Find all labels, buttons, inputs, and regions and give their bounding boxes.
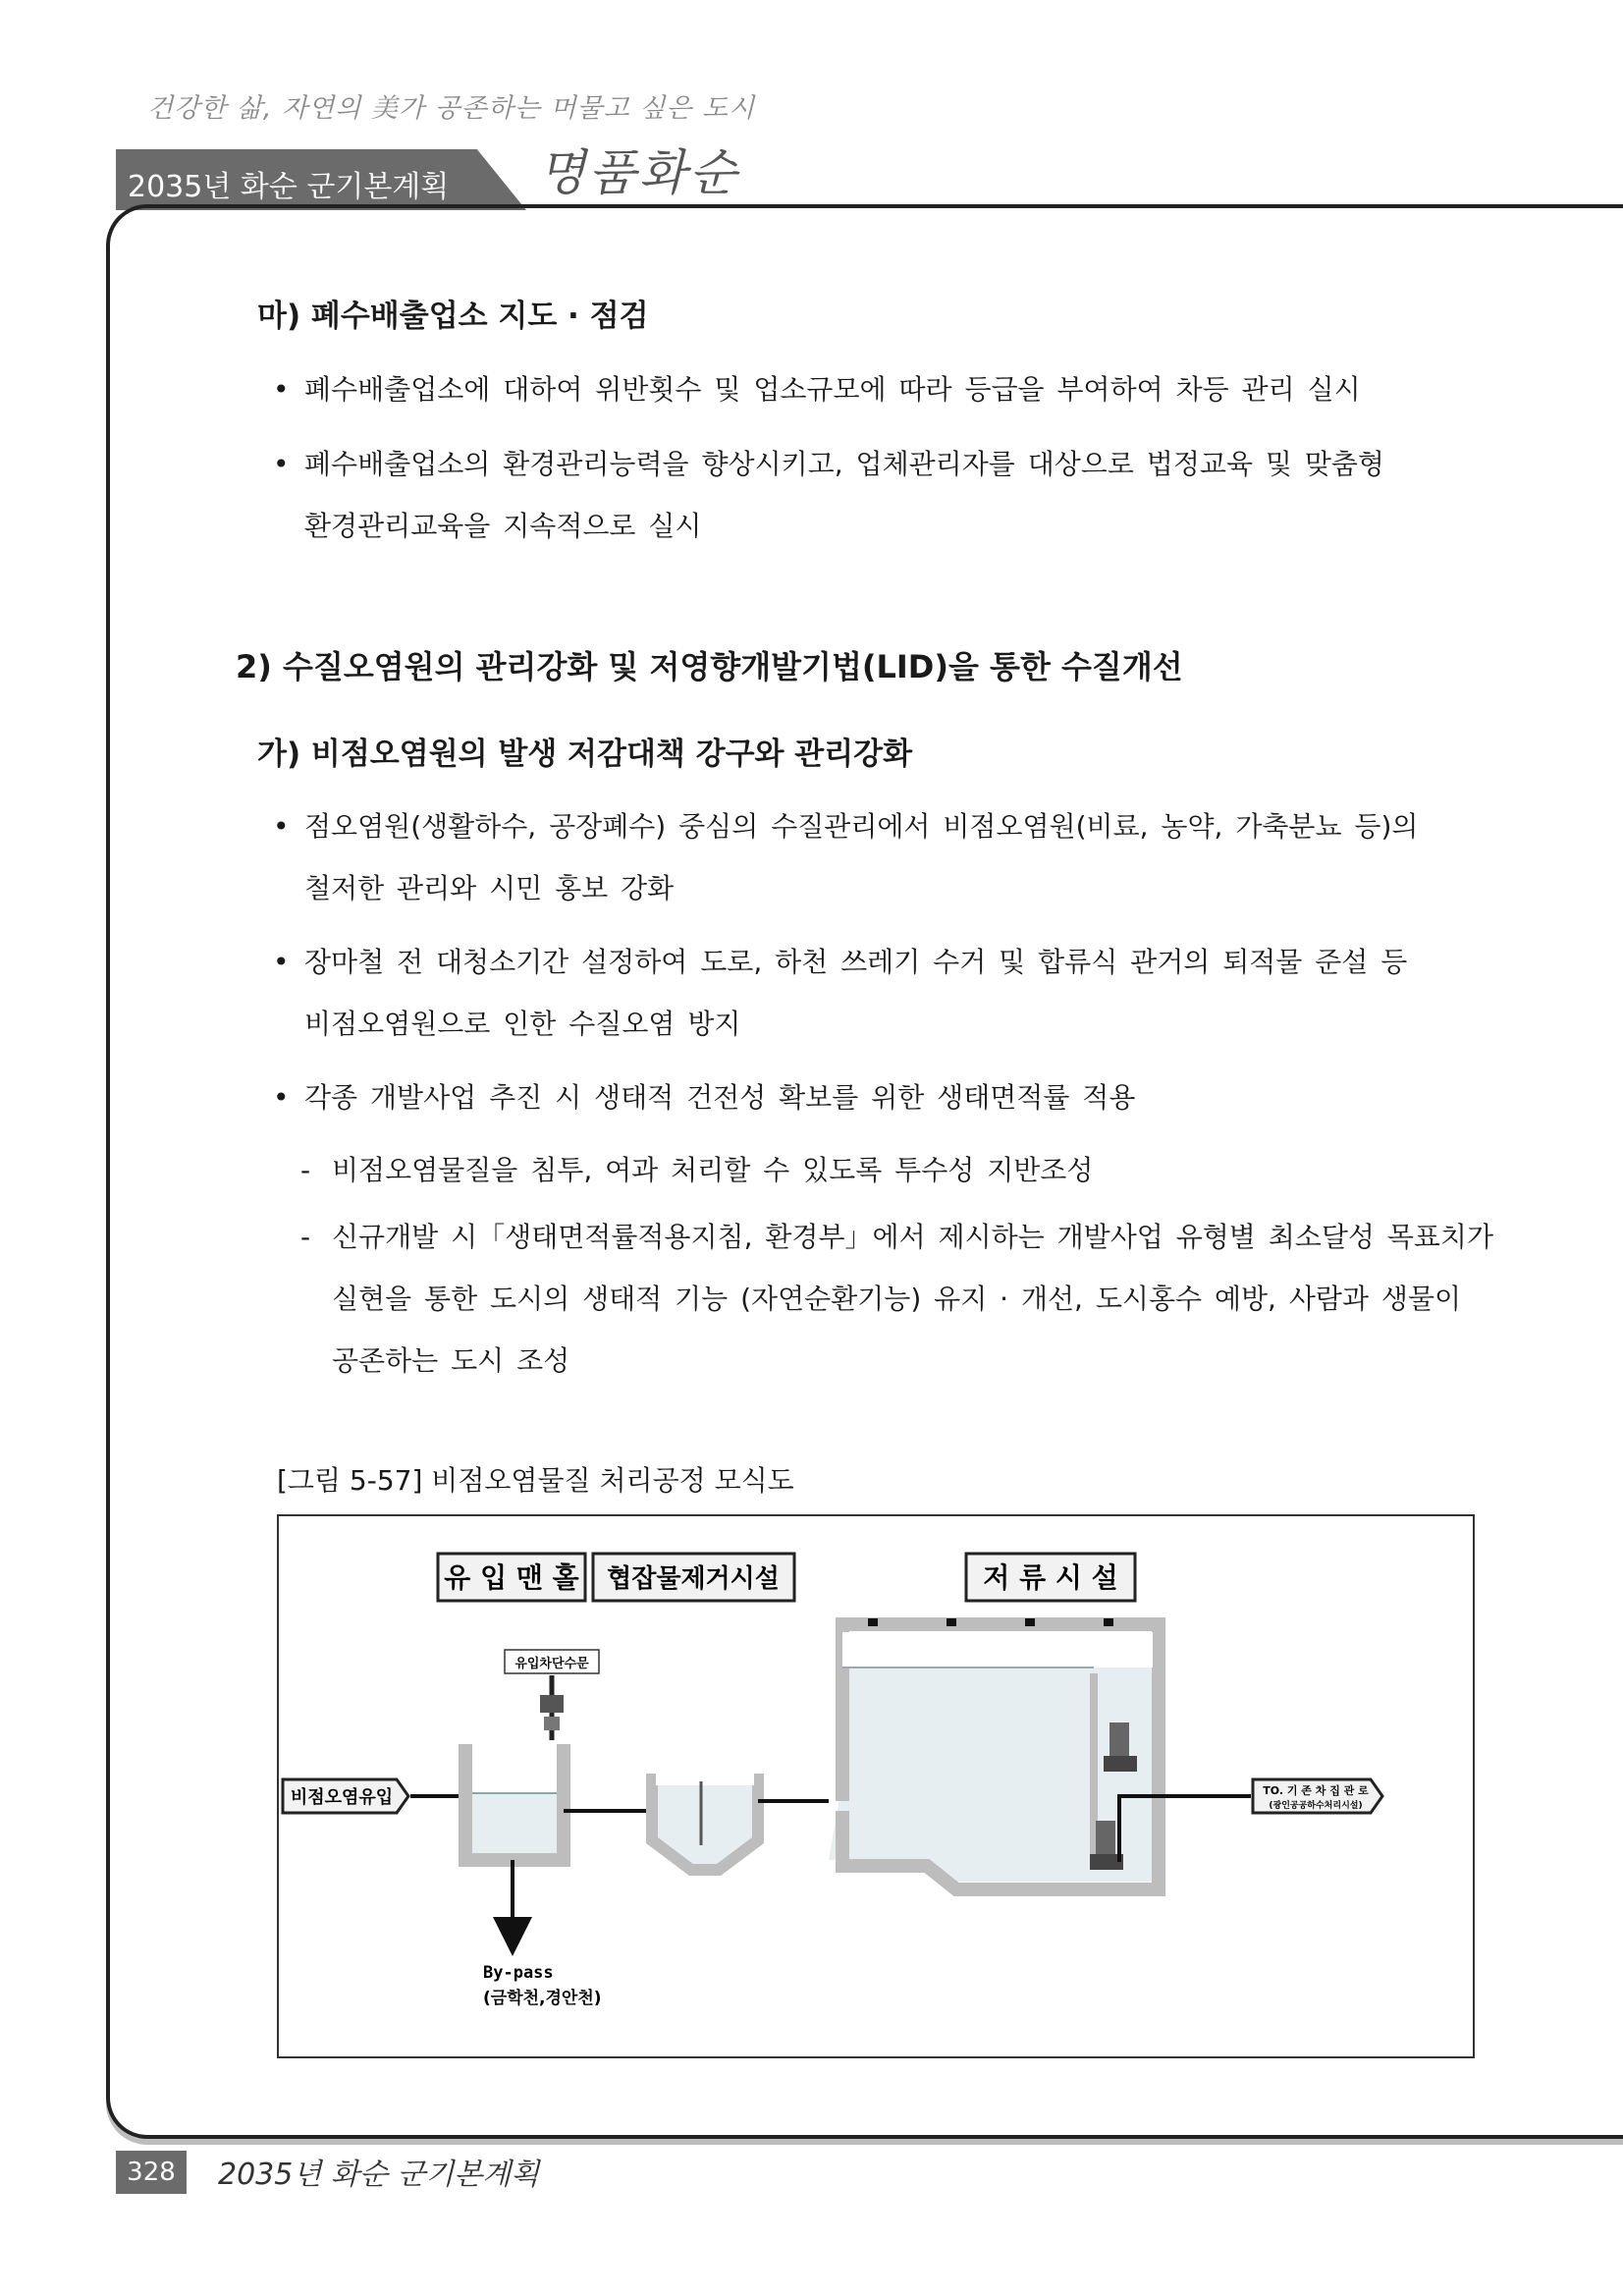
dash-line: 공존하는 도시 조성 (332, 1344, 570, 1377)
dash-text: 비점오염물질을 침투, 여과 처리할 수 있도록 투수성 지반조성 (332, 1154, 1094, 1186)
debris-removal-tank (652, 1774, 829, 1870)
stage-label-manhole (438, 1554, 585, 1601)
bullet-line: 철저한 관리와 시민 홍보 강화 (304, 872, 675, 904)
inflow-manhole (465, 1744, 652, 1860)
stage-label-manhole-text: 유 입 맨 홀 (444, 1561, 579, 1594)
dash-line: - 신규개발 시「생태면적률적용지침, 환경부」에서 제시하는 개발사업 유형별 최소달성 목표치가 (332, 1221, 1494, 1253)
dash-line: 실현을 통한 도시의 생태적 기능 (자연순환기능) 유지 · 개선, 도시홍수 예방, 사람과 생물이 (332, 1283, 1462, 1315)
heading-section-2: 2) 수질오염원의 관리강화 및 저영향개발기법(LID)을 통한 수질개선 (236, 648, 1183, 685)
stage-label-storage (966, 1554, 1135, 1601)
footer-title: 2035년 화순 군기본계획 (218, 2158, 540, 2192)
outflow-label (1253, 1779, 1382, 1813)
inflow-label-text: 비점오염유입 (290, 1787, 394, 1808)
bullet-line: • 장마철 전 대청소기간 설정하여 도로, 하천 쓰레기 수거 및 합류식 관거의 퇴적물 준설 등 (304, 946, 1408, 978)
heading-ga: 가) 비점오염원의 발생 저감대책 강구와 관리강화 (257, 737, 913, 772)
inflow-label (283, 1779, 408, 1813)
bullet-line: 비점오염원으로 인한 수질오염 방지 (304, 1008, 741, 1040)
stage-label-debris (593, 1554, 794, 1601)
outflow-label-line: (광인공공하수처리시설) (1269, 1801, 1363, 1811)
dash-item-1 (332, 1139, 1093, 1201)
process-diagram-svg (279, 1516, 1473, 2056)
process-diagram (277, 1514, 1475, 2058)
stage-label-storage-text: 저 류 시 설 (983, 1561, 1118, 1594)
stage-label-debris-text: 협잡물제거시설 (607, 1564, 780, 1594)
gate-label (505, 1650, 599, 1673)
bypass-label-line: (금학천,경안천) (483, 1989, 602, 2008)
figure-caption: [그림 5-57] 비점오염물질 처리공정 모식도 (277, 1464, 794, 1497)
header-title: 2035년 화순 군기본계획 (128, 170, 450, 204)
page-number: 328 (116, 2151, 187, 2194)
bullet-ma-1 (304, 358, 1361, 420)
header-slogan: 건강한 삶, 자연의 美가 공존하는 머물고 싶은 도시 (147, 93, 756, 124)
bullet-ma-2 (304, 433, 1384, 557)
logo: 명품화순 (538, 144, 740, 201)
bullet-text: 각종 개발사업 추진 시 생태적 건전성 확보를 위한 생태면적률 적용 (304, 1081, 1136, 1114)
bullet-ga-1 (304, 795, 1418, 919)
bullet-line: 환경관리교육을 지속적으로 실시 (304, 510, 702, 542)
dash-item-2 (332, 1206, 1493, 1392)
gate-valve-icon (540, 1675, 564, 1740)
heading-ma: 마) 폐수배출업소 지도 · 점검 (257, 299, 649, 334)
bullet-line: • 점오염원(생활하수, 공장폐수) 중심의 수질관리에서 비점오염원(비료, 농약, 가축분뇨 등)의 (304, 810, 1419, 843)
bullet-line: • 폐수배출업소의 환경관리능력을 향상시키고, 업체관리자를 대상으로 법정교육 및 맞춤형 (304, 448, 1384, 480)
bullet-ga-2 (304, 931, 1407, 1055)
bullet-text: 폐수배출업소에 대하여 위반횟수 및 업소규모에 따라 등급을 부여하여 차등 관리 실시 (304, 373, 1361, 406)
bullet-ga-3 (304, 1066, 1135, 1128)
outflow-label-line: TO. 기 존 차 집 관 로 (1263, 1784, 1369, 1797)
gate-label-text: 유입차단수문 (514, 1657, 589, 1671)
bypass-label-line: By-pass (483, 1963, 554, 1983)
